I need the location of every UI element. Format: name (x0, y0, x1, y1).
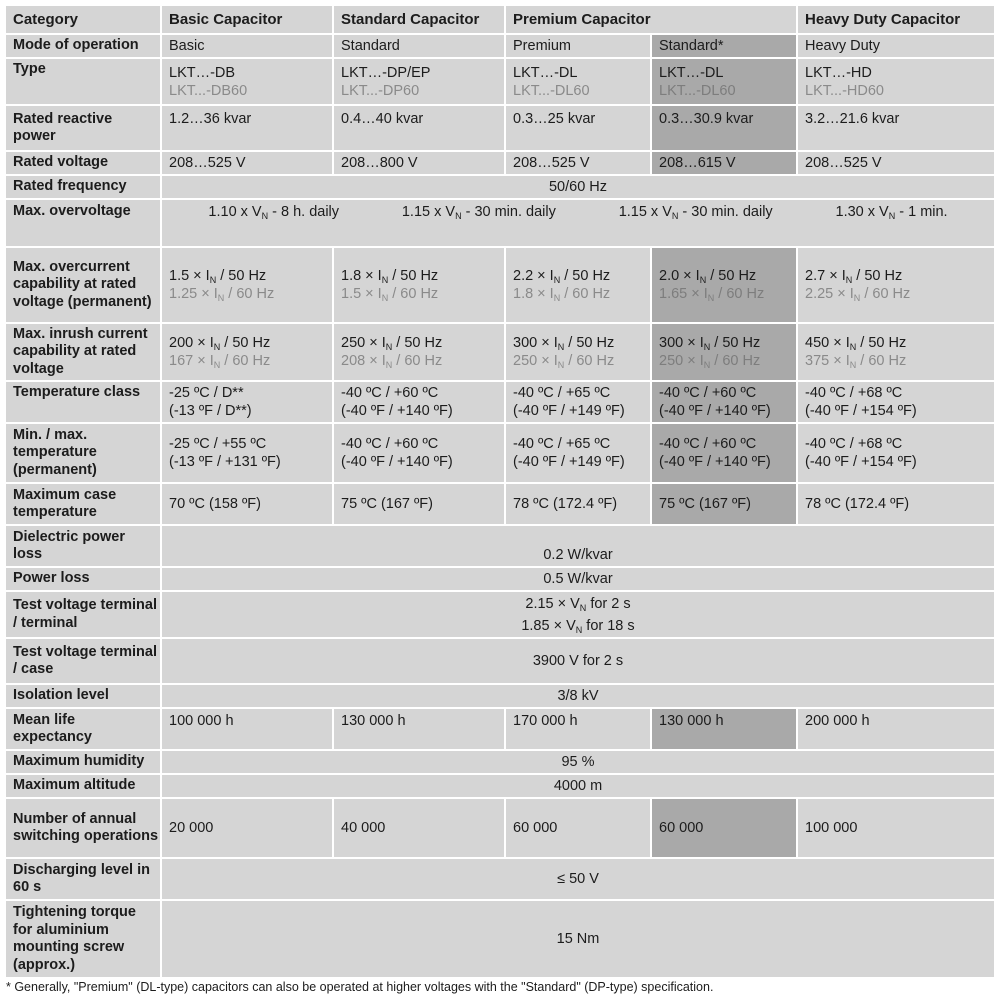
cell-basic: 208…525 V (162, 152, 332, 174)
row-label: Number of annual switching operations (6, 799, 160, 857)
cell-premium-standard-mode: 60 000 (652, 799, 796, 857)
row-label: Mode of operation (6, 35, 160, 57)
cell-basic: 1.2…36 kvar (162, 106, 332, 150)
row-label: Discharging level in 60 s (6, 859, 160, 899)
type-50hz: LKT…-DP/EP (341, 64, 431, 81)
row-max-inrush-current (6, 324, 994, 380)
cell-heavy-duty: $2.7 \times I_N / 50$ Hz $2.25 \times I_N / 60$ Hz (798, 248, 994, 322)
header-row (6, 6, 994, 33)
cell-heavy-duty: 100 000 (798, 799, 994, 857)
cell-premium: 78 ºC (172.4 ºF) (506, 484, 650, 524)
row-test-voltage-terminal-case (6, 639, 994, 683)
cell-premium: 208…525 V (506, 152, 650, 174)
row-isolation-level (6, 685, 994, 707)
cell-standard: $1.8 \times I_N / 50$ Hz $1.5 \times I_N / 60$ Hz (334, 248, 504, 322)
row-label: Max. inrush current capability at rated voltage (6, 324, 160, 380)
cell-heavy-duty: 3.2…21.6 kvar (798, 106, 994, 150)
cell-premium-standard-mode: 208…615 V (652, 152, 796, 174)
cell-standard: 130 000 h (334, 709, 504, 749)
cell-all-types: ≤ 50 V (162, 859, 994, 899)
row-label: Power loss (6, 568, 160, 590)
cell-heavy-duty: $450 \times I_N / 50$ Hz $375 \times I_N / 60$ Hz (798, 324, 994, 380)
cell-basic: -25 ºC / +55 ºC (-13 ºF / +131 ºF) (162, 424, 332, 482)
row-maximum-humidity (6, 751, 994, 773)
row-temperature-class (6, 382, 994, 422)
test-voltage-18s: $1.85 \times V_N$ for 18 s (521, 617, 635, 635)
cell-all-types (162, 592, 994, 637)
row-label: Rated reactive power (6, 106, 160, 150)
cell-basic: $1.5 \times I_N / 50$ Hz $1.25 \times I_N / 60$ Hz (162, 248, 332, 322)
cell-premium: $300 \times I_N / 50$ Hz $250 \times I_N / 60$ Hz (506, 324, 650, 380)
row-label: Maximum case temperature (6, 484, 160, 524)
overvoltage-8h: 1.10 x $V_N - 8$ h. daily (208, 204, 340, 221)
cell-standard: Standard (334, 35, 504, 57)
cell-premium: -40 ºC / +65 ºC (-40 ºF / +149 ºF) (506, 424, 650, 482)
row-rated-frequency (6, 176, 994, 198)
cell-heavy-duty: -40 ºC / +68 ºC (-40 ºF / +154 ºF) (798, 382, 994, 422)
row-rated-voltage (6, 152, 994, 174)
row-max-overvoltage (6, 200, 994, 246)
cell-standard: 75 ºC (167 ºF) (334, 484, 504, 524)
cell-all-types (162, 200, 994, 246)
cell-heavy-duty: 200 000 h (798, 709, 994, 749)
cell-premium-standard-mode: 130 000 h (652, 709, 796, 749)
footnote: * Generally, "Premium" (DL-type) capacitors can also be operated at higher voltages with the "Standard" (DP-type) specification. (6, 980, 714, 994)
row-label: Test voltage terminal / case (6, 639, 160, 683)
type-60hz: LKT...-HD60 (805, 82, 884, 99)
row-label: Mean life expectancy (6, 709, 160, 749)
cell-all-types: 50/60 Hz (162, 176, 994, 198)
cell-heavy-duty: -40 ºC / +68 ºC (-40 ºF / +154 ºF) (798, 424, 994, 482)
capacitor-spec-table (4, 4, 996, 979)
cell-heavy-duty: Heavy Duty (798, 35, 994, 57)
row-label: Min. / max. temperature (permanent) (6, 424, 160, 482)
cell-all-types: 0.2 W/kvar (162, 526, 994, 566)
row-power-loss (6, 568, 994, 590)
cell-standard: 0.4…40 kvar (334, 106, 504, 150)
cell-premium-standard-mode (652, 59, 796, 104)
row-max-case-temperature (6, 484, 994, 524)
cell-premium-standard-mode: 75 ºC (167 ºF) (652, 484, 796, 524)
row-label: Maximum altitude (6, 775, 160, 797)
row-dielectric-power-loss (6, 526, 994, 566)
type-60hz: LKT...-DL60 (513, 82, 590, 99)
cell-premium-standard-mode: Standard* (652, 35, 796, 57)
row-label: Tightening torque for aluminium mounting screw (approx.) (6, 901, 160, 977)
row-annual-switching-operations (6, 799, 994, 857)
cell-premium: Premium (506, 35, 650, 57)
row-label: Test voltage terminal / terminal (6, 592, 160, 637)
header-basic-capacitor: Basic Capacitor (162, 6, 332, 33)
overvoltage-30min-a: 1.15 x $V_N - 30$ min. daily (401, 204, 556, 221)
header-premium-capacitor: Premium Capacitor (506, 6, 796, 33)
cell-heavy-duty: 78 ºC (172.4 ºF) (798, 484, 994, 524)
row-mean-life-expectancy (6, 709, 994, 749)
cell-basic: $200 \times I_N / 50$ Hz $167 \times I_N / 60$ Hz (162, 324, 332, 380)
row-min-max-temperature (6, 424, 994, 482)
row-label: Max. overvoltage (6, 200, 160, 246)
cell-heavy-duty (798, 59, 994, 104)
type-50hz: LKT…-DB (169, 64, 236, 81)
row-test-voltage-terminal-terminal (6, 592, 994, 637)
cell-premium: -40 ºC / +65 ºC (-40 ºF / +149 ºF) (506, 382, 650, 422)
cell-premium: 0.3…25 kvar (506, 106, 650, 150)
cell-all-types: 95 % (162, 751, 994, 773)
row-label: Rated voltage (6, 152, 160, 174)
header-standard-capacitor: Standard Capacitor (334, 6, 504, 33)
type-60hz: LKT...-DB60 (169, 82, 248, 99)
cell-standard: 40 000 (334, 799, 504, 857)
cell-basic: Basic (162, 35, 332, 57)
type-50hz: LKT…-DL (513, 64, 578, 81)
header-heavy-duty-capacitor: Heavy Duty Capacitor (798, 6, 994, 33)
row-label: Temperature class (6, 382, 160, 422)
row-label: Rated frequency (6, 176, 160, 198)
cell-standard: $250 \times I_N / 50$ Hz $208 \times I_N / 60$ Hz (334, 324, 504, 380)
type-50hz: LKT…-HD (805, 64, 872, 81)
cell-heavy-duty: 208…525 V (798, 152, 994, 174)
row-label: Type (6, 59, 160, 104)
test-voltage-2s: $2.15 \times V_N$ for 2 s (525, 595, 631, 613)
header-category: Category (6, 6, 160, 33)
cell-premium-standard-mode: 0.3…30.9 kvar (652, 106, 796, 150)
row-mode-of-operation (6, 35, 994, 57)
cell-premium (506, 59, 650, 104)
cell-basic: 20 000 (162, 799, 332, 857)
overvoltage-1min: 1.30 x $V_N - 1$ min. (835, 204, 948, 221)
cell-premium-standard-mode: -40 ºC / +60 ºC (-40 ºF / +140 ºF) (652, 382, 796, 422)
row-tightening-torque (6, 901, 994, 977)
cell-basic (162, 59, 332, 104)
cell-premium: 170 000 h (506, 709, 650, 749)
cell-premium-standard-mode: $300 \times I_N / 50$ Hz $250 \times I_N / 60$ Hz (652, 324, 796, 380)
cell-standard (334, 59, 504, 104)
row-discharging-level (6, 859, 994, 899)
cell-basic: -25 ºC / D** (-13 ºF / D**) (162, 382, 332, 422)
cell-all-types: 3/8 kV (162, 685, 994, 707)
type-60hz: LKT...-DP60 (341, 82, 420, 99)
row-max-overcurrent (6, 248, 994, 322)
overvoltage-30min-b: 1.15 x $V_N - 30$ min. daily (618, 204, 773, 221)
row-label: Maximum humidity (6, 751, 160, 773)
cell-standard: -40 ºC / +60 ºC (-40 ºF / +140 ºF) (334, 424, 504, 482)
cell-premium: $2.2 \times I_N / 50$ Hz $1.8 \times I_N / 60$ Hz (506, 248, 650, 322)
cell-premium-standard-mode: -40 ºC / +60 ºC (-40 ºF / +140 ºF) (652, 424, 796, 482)
type-50hz: LKT…-DL (659, 64, 724, 81)
row-label: Isolation level (6, 685, 160, 707)
cell-all-types: 15 Nm (162, 901, 994, 977)
row-type (6, 59, 994, 104)
row-maximum-altitude (6, 775, 994, 797)
cell-all-types: 4000 m (162, 775, 994, 797)
cell-standard: 208…800 V (334, 152, 504, 174)
cell-all-types: 0.5 W/kvar (162, 568, 994, 590)
cell-all-types: 3900 V for 2 s (162, 639, 994, 683)
cell-basic: 70 ºC (158 ºF) (162, 484, 332, 524)
cell-standard: -40 ºC / +60 ºC (-40 ºF / +140 ºF) (334, 382, 504, 422)
row-label: Max. overcurrent capability at rated voltage (permanent) (6, 248, 160, 322)
row-label: Dielectric power loss (6, 526, 160, 566)
row-rated-reactive-power (6, 106, 994, 150)
cell-premium-standard-mode: $2.0 \times I_N / 50$ Hz $1.65 \times I_N / 60$ Hz (652, 248, 796, 322)
type-60hz: LKT...-DL60 (659, 82, 736, 99)
cell-basic: 100 000 h (162, 709, 332, 749)
cell-premium: 60 000 (506, 799, 650, 857)
